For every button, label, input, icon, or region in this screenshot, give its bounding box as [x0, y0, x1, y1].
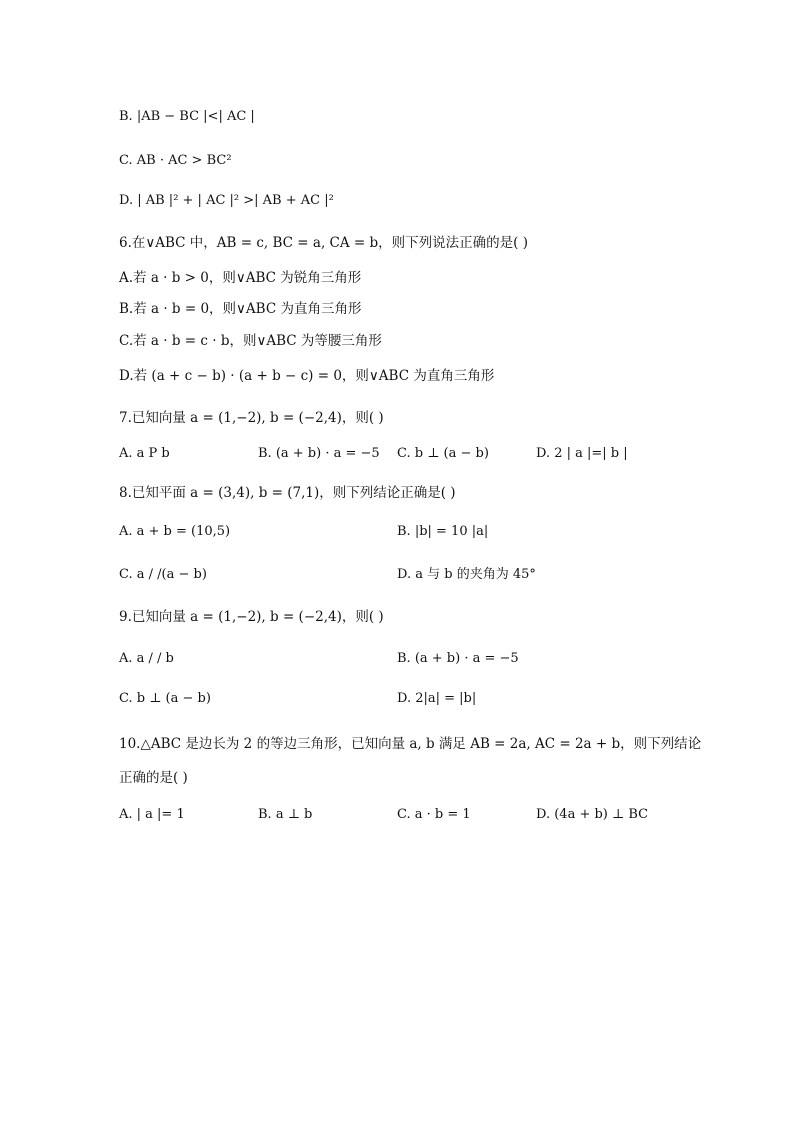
q7-stem: 7.已知向量 a = (1,−2), b = (−2,4)，则( )	[119, 410, 384, 426]
q7-option-c: C. b ⊥ (a − b)	[397, 446, 489, 461]
q8-option-c: C. a / /(a − b)	[119, 567, 207, 582]
q6-option-a: A.若 a · b > 0，则∨ABC 为锐角三角形	[119, 270, 362, 286]
q7-option-d: D. 2 | a |=| b |	[536, 446, 628, 461]
q6-option-b: B.若 a · b = 0，则∨ABC 为直角三角形	[119, 301, 362, 317]
q10-option-c: C. a · b = 1	[397, 807, 471, 822]
q6-stem: 6.在∨ABC 中，AB = c, BC = a, CA = b，则下列说法正确的是( )	[119, 235, 528, 251]
q10-option-a: A. | a |= 1	[119, 807, 185, 822]
q8-option-a: A. a + b = (10,5)	[119, 524, 231, 539]
q8-stem: 8.已知平面 a = (3,4), b = (7,1)，则下列结论正确是( )	[119, 485, 456, 501]
q9-option-a: A. a / / b	[119, 651, 174, 666]
q5-option-d: D. | AB |² + | AC |² >| AB + AC |²	[119, 193, 334, 208]
q8-option-b: B. |b| = 10 |a|	[397, 524, 489, 539]
q9-option-d: D. 2|a| = |b|	[397, 691, 477, 706]
q10-option-b: B. a ⊥ b	[258, 807, 313, 822]
q9-stem: 9.已知向量 a = (1,−2), b = (−2,4)，则( )	[119, 609, 384, 625]
q9-option-c: C. b ⊥ (a − b)	[119, 691, 211, 706]
q5-option-c: C. AB · AC > BC²	[119, 153, 232, 168]
q9-option-b: B. (a + b) · a = −5	[397, 651, 519, 666]
q7-option-b: B. (a + b) · a = −5	[258, 446, 380, 461]
q8-option-d: D. a 与 b 的夹角为 45°	[397, 567, 536, 582]
q10-stem-line2: 正确的是( )	[119, 770, 188, 786]
q6-option-d: D.若 (a + c − b) · (a + b − c) = 0，则∨ABC 为直角三角形	[119, 368, 495, 384]
q5-option-b: B. |AB − BC |<| AC |	[119, 109, 255, 124]
q7-option-a: A. a P b	[119, 446, 170, 461]
q6-option-c: C.若 a · b = c · b，则∨ABC 为等腰三角形	[119, 333, 382, 349]
q10-option-d: D. (4a + b) ⊥ BC	[536, 807, 649, 822]
q10-stem-line1: 10.△ABC 是边长为 2 的等边三角形，已知向量 a, b 满足 AB = 2a, AC = 2a + b，则下列结论	[119, 736, 702, 752]
